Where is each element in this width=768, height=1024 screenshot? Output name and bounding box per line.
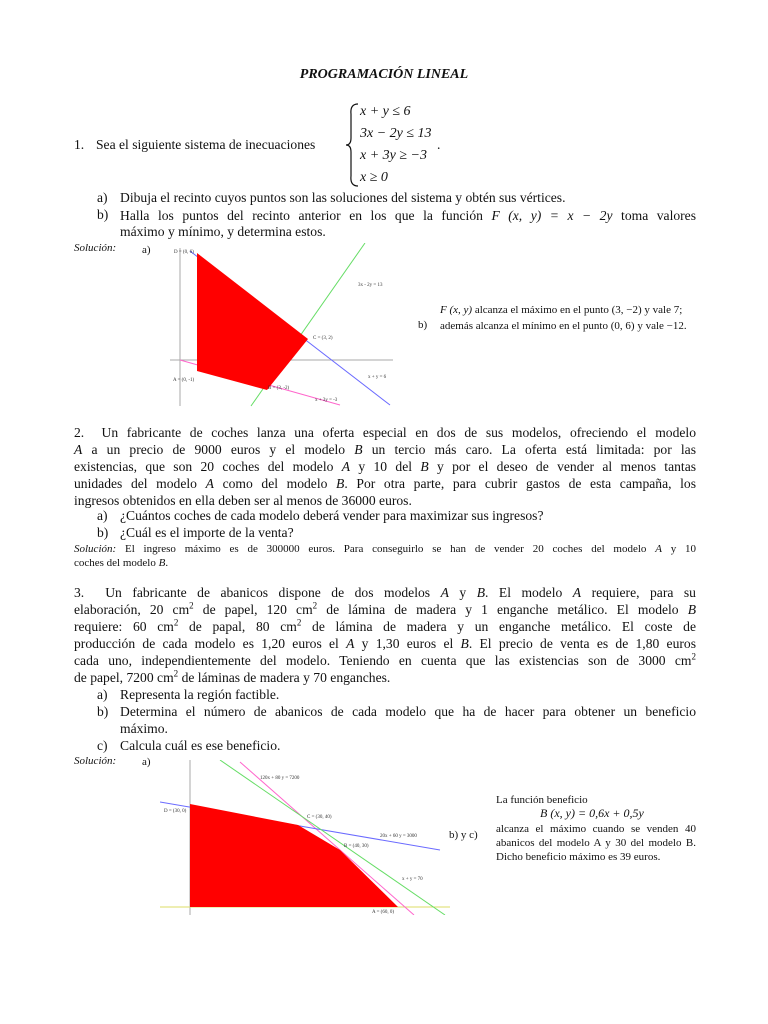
- p3-b-text-2: máximo.: [120, 721, 168, 736]
- problem-2-line-3b: y 10 del: [358, 459, 413, 474]
- p2-solution-text-2: y 10: [670, 543, 697, 555]
- model-A: A: [655, 543, 662, 555]
- p1-b-function: F (x, y) = x − 2y: [491, 208, 613, 223]
- problem-3-line-4a: producción de cada modelo es 1,20 euros el: [74, 636, 339, 651]
- p1-solution-b-label: b): [418, 319, 428, 331]
- p1-solution-a: a): [142, 244, 151, 256]
- model-B: B: [420, 459, 429, 474]
- problem-3-line-6b: de láminas de madera y 70 enganches.: [181, 670, 391, 685]
- p2-solution-period: .: [165, 557, 169, 569]
- squared: 2: [189, 600, 194, 611]
- graph-1-label-B: B = (3, -2): [268, 386, 290, 391]
- model-A: A: [440, 585, 449, 600]
- system-period: .: [437, 137, 441, 152]
- model-B: B: [158, 557, 166, 569]
- system-inequality-4: x ≥ 0: [360, 170, 388, 185]
- problem-3-number: 3.: [74, 585, 85, 600]
- problem-2: [74, 424, 696, 509]
- p2-solution-text-1: El ingreso máximo es de 300000 euros. Para conseguirlo se han de vender 20 coches del modelo: [124, 543, 647, 555]
- p1-b-text: [120, 207, 696, 224]
- problem-3-line-4b: y 1,30 euros el: [361, 636, 454, 651]
- problem-3-line-6a: de papel, 7200 cm: [74, 670, 174, 685]
- problem-3-line-2a: elaboración, 20 cm: [74, 602, 190, 617]
- model-A: A: [205, 476, 214, 491]
- system-inequality-1: x + y ≤ 6: [360, 104, 411, 119]
- graph-3-label-D: D = (30, 0): [164, 809, 187, 814]
- p1-solution-b-function: F (x, y): [440, 304, 473, 316]
- model-A: A: [341, 459, 351, 474]
- p3-solution-function: B (x, y) = 0,6x + 0,5y: [540, 806, 644, 820]
- p1-solution-b-text: [440, 302, 700, 334]
- problem-3-line-5: cada uno, independientemente del modelo. Teniendo en cuenta que las existencias son de 3000 cm: [74, 653, 692, 668]
- p2-solution-text-3: coches del modelo: [74, 557, 156, 569]
- p3-solution-text: alcanza el máximo cuando se venden 40 abanicos del modelo A y 30 del modelo B. Dicho beneficio máximo es 39 euros.: [496, 823, 696, 863]
- graph-3-label-C: C = (30, 40): [307, 815, 332, 820]
- graph-1-label-C: C = (3, 2): [313, 336, 333, 341]
- problem-2-line-4c: . Por otra parte, para cubrir gastos de esta campaña, los: [344, 476, 696, 491]
- squared: 2: [173, 668, 179, 679]
- model-B: B: [476, 585, 486, 600]
- p3-a-label: a): [97, 687, 108, 702]
- p1-b-text-2: toma valores: [621, 208, 696, 223]
- graph-1-label-A: A = (0, -1): [173, 378, 195, 383]
- graph-3-feasible-region: [190, 804, 398, 907]
- graph-1-label-line-3: x + 3y = -3: [315, 398, 338, 403]
- p3-a-text: Representa la región factible.: [120, 687, 280, 702]
- graph-3-label-line-2: 20x + 60 y = 3000: [380, 834, 417, 839]
- problem-3-line-1c: requiere, para su: [591, 585, 696, 600]
- problem-3: [74, 584, 696, 686]
- p3-b-label: b): [97, 704, 109, 719]
- problem-3-line-2b: de papel, 120 cm: [202, 602, 313, 617]
- squared: 2: [312, 600, 318, 611]
- graph-1-label-line-1: 3x - 2y = 13: [358, 283, 383, 288]
- p3-c-text: Calcula cuál es ese beneficio.: [120, 738, 281, 753]
- problem-3-line-1a: Un fabricante de abanicos dispone de dos modelos: [105, 585, 431, 600]
- problem-2-line-4a: unidades del modelo: [74, 476, 197, 491]
- model-B: B: [336, 476, 345, 491]
- problem-3-line-4c: . El precio de venta es de 1,80 euros: [468, 636, 696, 651]
- squared: 2: [691, 651, 696, 662]
- p1-a-text: Dibuja el recinto cuyos puntos son las soluciones del sistema y obtén sus vértices.: [120, 190, 566, 205]
- problem-2-line-5: ingresos obtenidos en ella deben ser al menos de 36000 euros.: [74, 493, 412, 508]
- graph-1: [165, 243, 395, 408]
- problem-2-line-2a: a un precio de 9000 euros y el modelo: [91, 442, 346, 457]
- graph-1-label-line-2: x + y = 6: [368, 375, 387, 380]
- model-A: A: [572, 585, 582, 600]
- p2-b-text: ¿Cuál es el importe de la venta?: [120, 525, 294, 540]
- model-B: B: [354, 442, 363, 457]
- problem-2-number: 2.: [74, 425, 85, 440]
- system-inequality-2: 3x − 2y ≤ 13: [360, 126, 432, 141]
- graph-1-label-D: D = (0, 6): [174, 250, 194, 255]
- squared: 2: [173, 617, 179, 628]
- problem-3-line-3a: requiere: 60 cm: [74, 619, 174, 634]
- p1-b-text-1: Halla los puntos del recinto anterior en los que la función: [120, 208, 483, 223]
- p3-solution-heading: La función beneficio: [496, 794, 588, 806]
- graph-3-label-line-1: 120x + 80 y = 7200: [260, 776, 300, 781]
- model-A: A: [346, 636, 355, 651]
- problem-2-line-4b: como del modelo: [222, 476, 328, 491]
- problem-3-line-1b: . El modelo: [485, 585, 563, 600]
- system-inequality-3: x + 3y ≥ −3: [360, 148, 428, 163]
- p3-b-text-1: Determina el número de abanicos de cada modelo que ha de hacer para obtener un beneficio: [120, 704, 696, 719]
- p3-solution-bc-label: b) y c): [449, 829, 478, 841]
- graph-3: [160, 760, 450, 915]
- p1-b-label: b): [97, 207, 109, 222]
- p1-a-label: a): [97, 190, 108, 205]
- model-B: B: [460, 636, 469, 651]
- p1-solution-b-body: alcanza el máximo en el punto (3, −2) y vale 7; además alcanza el mínimo en el punto (0, 6) y vale −12.: [440, 304, 687, 332]
- p2-a-text: ¿Cuántos coches de cada modelo deberá vender para maximizar sus ingresos?: [120, 508, 544, 523]
- model-A: A: [74, 442, 83, 457]
- p2-solution: [74, 542, 696, 570]
- problem-2-line-3c: y por el deseo de vender al menos tantas: [436, 459, 697, 474]
- graph-3-label-B: B = (40, 30): [344, 844, 369, 849]
- p3-solution-label: Solución:: [74, 755, 117, 767]
- problem-2-line-3a: existencias, que son 20 coches del modelo: [74, 459, 334, 474]
- page-title: PROGRAMACIÓN LINEAL: [299, 67, 469, 82]
- graph-3-label-A: A = (60, 0): [372, 910, 394, 915]
- p2-solution-label: Solución:: [74, 543, 117, 555]
- p3-solution-a: a): [142, 756, 151, 768]
- system-brace: [344, 102, 360, 188]
- p1-b-text-3: máximo y mínimo, y determina estos.: [120, 224, 326, 239]
- p2-b-label: b): [97, 525, 109, 540]
- problem-1-intro: Sea el siguiente sistema de inecuaciones: [96, 137, 316, 152]
- model-B: B: [687, 602, 696, 617]
- graph-1-feasible-region: [197, 253, 308, 390]
- squared: 2: [296, 617, 302, 628]
- problem-3-line-2c: de lámina de madera y 1 enganche metálico. El modelo: [326, 602, 679, 617]
- problem-3-and: y: [459, 585, 467, 600]
- p3-c-label: c): [97, 738, 108, 753]
- problem-2-line-1: Un fabricante de coches lanza una oferta especial en dos de sus modelos, ofreciendo el modelo: [101, 425, 697, 440]
- problem-1-number: 1.: [74, 137, 85, 152]
- graph-3-label-line-3: x + y = 70: [402, 877, 423, 882]
- p1-solution-label: Solución:: [74, 242, 117, 254]
- problem-3-line-3b: de papal, 80 cm: [189, 619, 297, 634]
- p2-a-label: a): [97, 508, 108, 523]
- problem-2-line-2b: un tercio más caro. La oferta está limitada: por las: [371, 442, 696, 457]
- problem-3-line-3c: de lámina de madera y un enganche metálico. El coste de: [312, 619, 696, 634]
